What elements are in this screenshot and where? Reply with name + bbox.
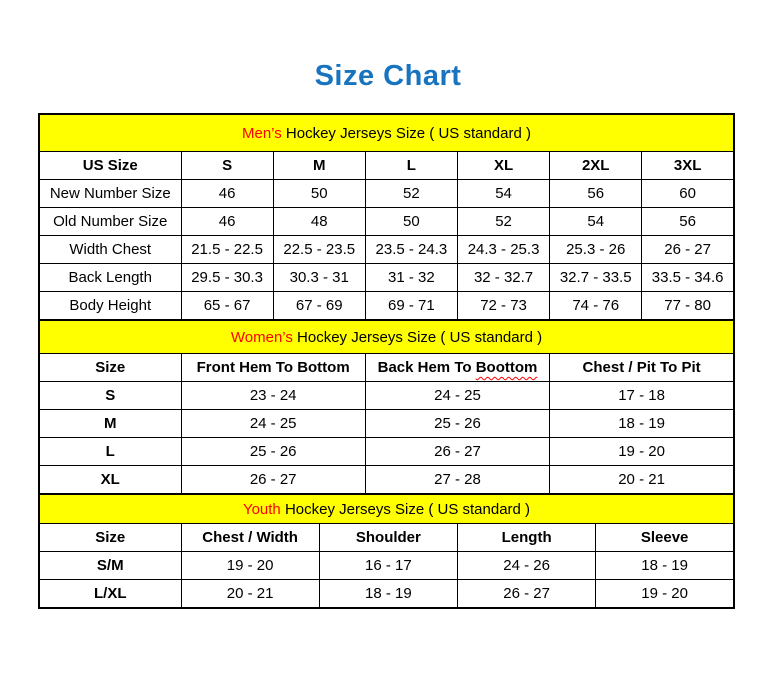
cell-value: 26 - 27 [365,438,549,466]
mens-size-table [38,113,735,321]
cell-value: 24 - 25 [365,382,549,410]
cell-value: 18 - 19 [596,552,734,580]
cell-value: 19 - 20 [181,552,319,580]
cell-value: 21.5 - 22.5 [181,236,273,264]
row-label: New Number Size [39,180,181,208]
mens-band-keyword: Men’s [241,124,282,142]
table-row [39,208,734,236]
mens-band-text: Hockey Jerseys Size ( US standard ) [281,124,531,142]
table-row [39,580,734,609]
womens-col-header-back-hem [365,354,549,382]
table-row [39,438,734,466]
womens-header-row [39,354,734,382]
cell-value: 48 [273,208,365,236]
mens-section-band-row [39,114,734,152]
cell-value: 69 - 71 [365,292,457,321]
mens-section-band [39,114,734,152]
cell-value: 26 - 27 [642,236,734,264]
cell-value: 24 - 25 [181,410,365,438]
cell-value: 25 - 26 [181,438,365,466]
back-hem-prefix: Back Hem To [377,359,476,376]
table-row [39,382,734,410]
cell-value: 32 - 32.7 [457,264,549,292]
row-label: S [39,382,181,410]
womens-col-header-front-hem: Front Hem To Bottom [181,354,365,382]
cell-value: 30.3 - 31 [273,264,365,292]
womens-band-text: Hockey Jerseys Size ( US standard ) [292,328,543,346]
cell-value: 26 - 27 [181,466,365,495]
mens-col-header-3xl: 3XL [642,152,734,180]
row-label: Old Number Size [39,208,181,236]
womens-size-table [38,319,735,495]
youth-band-keyword: Youth [242,500,281,518]
cell-value: 56 [642,208,734,236]
page-title: Size Chart [314,60,462,92]
cell-value: 24.3 - 25.3 [457,236,549,264]
youth-col-header-size: Size [39,524,181,552]
back-hem-misspelled-word: Boottom [475,359,538,376]
cell-value: 18 - 19 [550,410,734,438]
cell-value: 17 - 18 [550,382,734,410]
table-row [39,466,734,495]
mens-col-header-m: M [273,152,365,180]
cell-value: 33.5 - 34.6 [642,264,734,292]
mens-col-header-xl: XL [457,152,549,180]
cell-value: 25.3 - 26 [550,236,642,264]
youth-col-header-sleeve: Sleeve [596,524,734,552]
table-row [39,552,734,580]
cell-value: 50 [365,208,457,236]
mens-col-header-s: S [181,152,273,180]
cell-value: 16 - 17 [319,552,457,580]
row-label: XL [39,466,181,495]
cell-value: 52 [457,208,549,236]
row-label: L [39,438,181,466]
cell-value: 54 [550,208,642,236]
cell-value: 20 - 21 [181,580,319,609]
youth-col-header-chest-width: Chest / Width [181,524,319,552]
cell-value: 67 - 69 [273,292,365,321]
row-label: Width Chest [39,236,181,264]
cell-value: 18 - 19 [319,580,457,609]
mens-col-header-l: L [365,152,457,180]
row-label: Body Height [39,292,181,321]
table-row [39,236,734,264]
youth-col-header-shoulder: Shoulder [319,524,457,552]
cell-value: 72 - 73 [457,292,549,321]
cell-value: 77 - 80 [642,292,734,321]
mens-col-header-2xl: 2XL [550,152,642,180]
cell-value: 20 - 21 [550,466,734,495]
cell-value: 29.5 - 30.3 [181,264,273,292]
cell-value: 25 - 26 [365,410,549,438]
row-label: M [39,410,181,438]
cell-value: 60 [642,180,734,208]
cell-value: 32.7 - 33.5 [550,264,642,292]
cell-value: 50 [273,180,365,208]
cell-value: 31 - 32 [365,264,457,292]
youth-header-row [39,524,734,552]
youth-band-text: Hockey Jerseys Size ( US standard ) [280,500,531,518]
cell-value: 22.5 - 23.5 [273,236,365,264]
cell-value: 26 - 27 [458,580,596,609]
mens-header-row [39,152,734,180]
cell-value: 54 [457,180,549,208]
row-label: Back Length [39,264,181,292]
youth-section-band [39,494,734,524]
womens-col-header-size: Size [39,354,181,382]
cell-value: 74 - 76 [550,292,642,321]
cell-value: 46 [181,180,273,208]
cell-value: 65 - 67 [181,292,273,321]
cell-value: 52 [365,180,457,208]
table-row [39,410,734,438]
mens-col-header-us-size: US Size [39,152,181,180]
cell-value: 46 [181,208,273,236]
row-label: S/M [39,552,181,580]
youth-col-header-length: Length [458,524,596,552]
table-row [39,292,734,321]
row-label: L/XL [39,580,181,609]
cell-value: 23.5 - 24.3 [365,236,457,264]
cell-value: 27 - 28 [365,466,549,495]
youth-section-band-row [39,494,734,524]
table-row [39,264,734,292]
cell-value: 56 [550,180,642,208]
womens-band-keyword: Women’s [230,328,293,346]
cell-value: 19 - 20 [596,580,734,609]
womens-col-header-chest: Chest / Pit To Pit [550,354,734,382]
cell-value: 23 - 24 [181,382,365,410]
youth-size-table [38,493,735,609]
womens-section-band-row [39,320,734,354]
womens-section-band [39,320,734,354]
cell-value: 19 - 20 [550,438,734,466]
cell-value: 24 - 26 [458,552,596,580]
table-row [39,180,734,208]
